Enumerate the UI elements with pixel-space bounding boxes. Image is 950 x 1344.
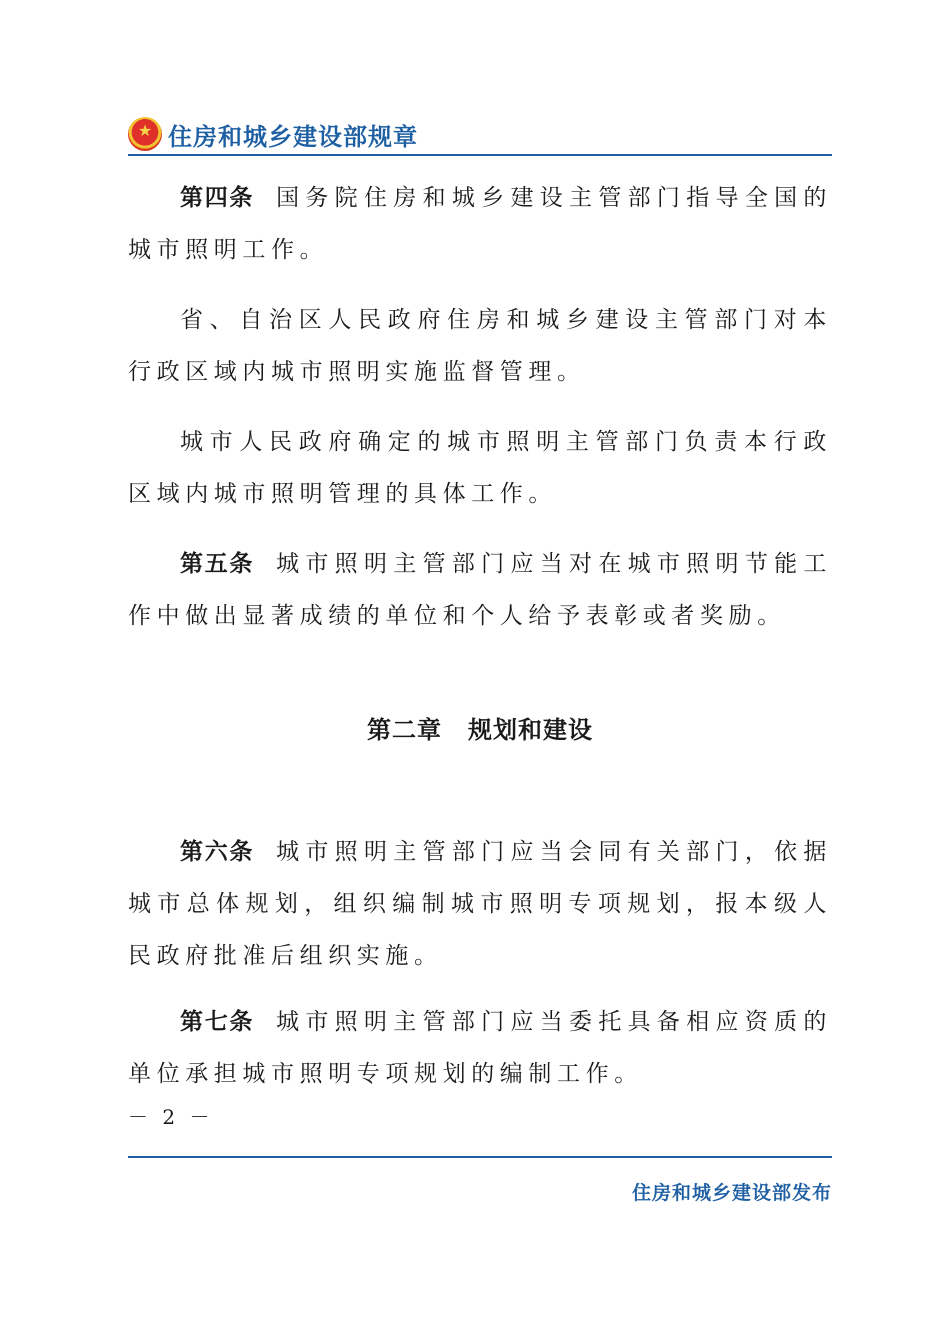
article-4-paragraph-3 xyxy=(128,416,832,520)
article-text: 城市照明主管部门应当会同有关部门，依据城市总体规划，组织编制城市照明专项规划，报本级人民政府批准后组织实施。 xyxy=(128,839,833,969)
article-label: 第五条 xyxy=(180,551,255,577)
footer-publisher: 住房和城乡建设部发布 xyxy=(631,1182,832,1204)
article-text: 城市照明主管部门应当对在城市照明节能工作中做出显著成绩的单位和个人给予表彰或者奖励。 xyxy=(128,551,833,629)
header-title: 住房和城乡建设部规章 xyxy=(168,122,418,151)
article-text: 国务院住房和城乡建设主管部门指导全国的城市照明工作。 xyxy=(128,185,833,263)
article-4 xyxy=(128,172,832,276)
article-label: 第六条 xyxy=(180,839,255,865)
article-4-paragraph-2 xyxy=(128,294,832,398)
article-text: 城市人民政府确定的城市照明主管部门负责本行政区域内城市照明管理的具体工作。 xyxy=(128,429,832,507)
chapter-number: 第二章 xyxy=(367,716,442,744)
article-label: 第四条 xyxy=(180,185,255,211)
article-7 xyxy=(128,996,832,1100)
article-text: 省、自治区人民政府住房和城乡建设主管部门对本行政区域内城市照明实施监督管理。 xyxy=(128,307,832,385)
page-number: － 2 － xyxy=(128,1105,214,1129)
article-6 xyxy=(128,826,832,982)
national-emblem-icon: ★ xyxy=(128,117,162,151)
chapter-heading xyxy=(128,708,832,752)
article-label: 第七条 xyxy=(180,1009,255,1035)
chapter-title: 规划和建设 xyxy=(468,716,593,744)
document-header xyxy=(128,112,832,156)
article-5 xyxy=(128,538,832,642)
article-text: 城市照明主管部门应当委托具备相应资质的单位承担城市照明专项规划的编制工作。 xyxy=(128,1009,833,1087)
footer-divider xyxy=(128,1156,832,1158)
header-divider xyxy=(128,154,832,156)
